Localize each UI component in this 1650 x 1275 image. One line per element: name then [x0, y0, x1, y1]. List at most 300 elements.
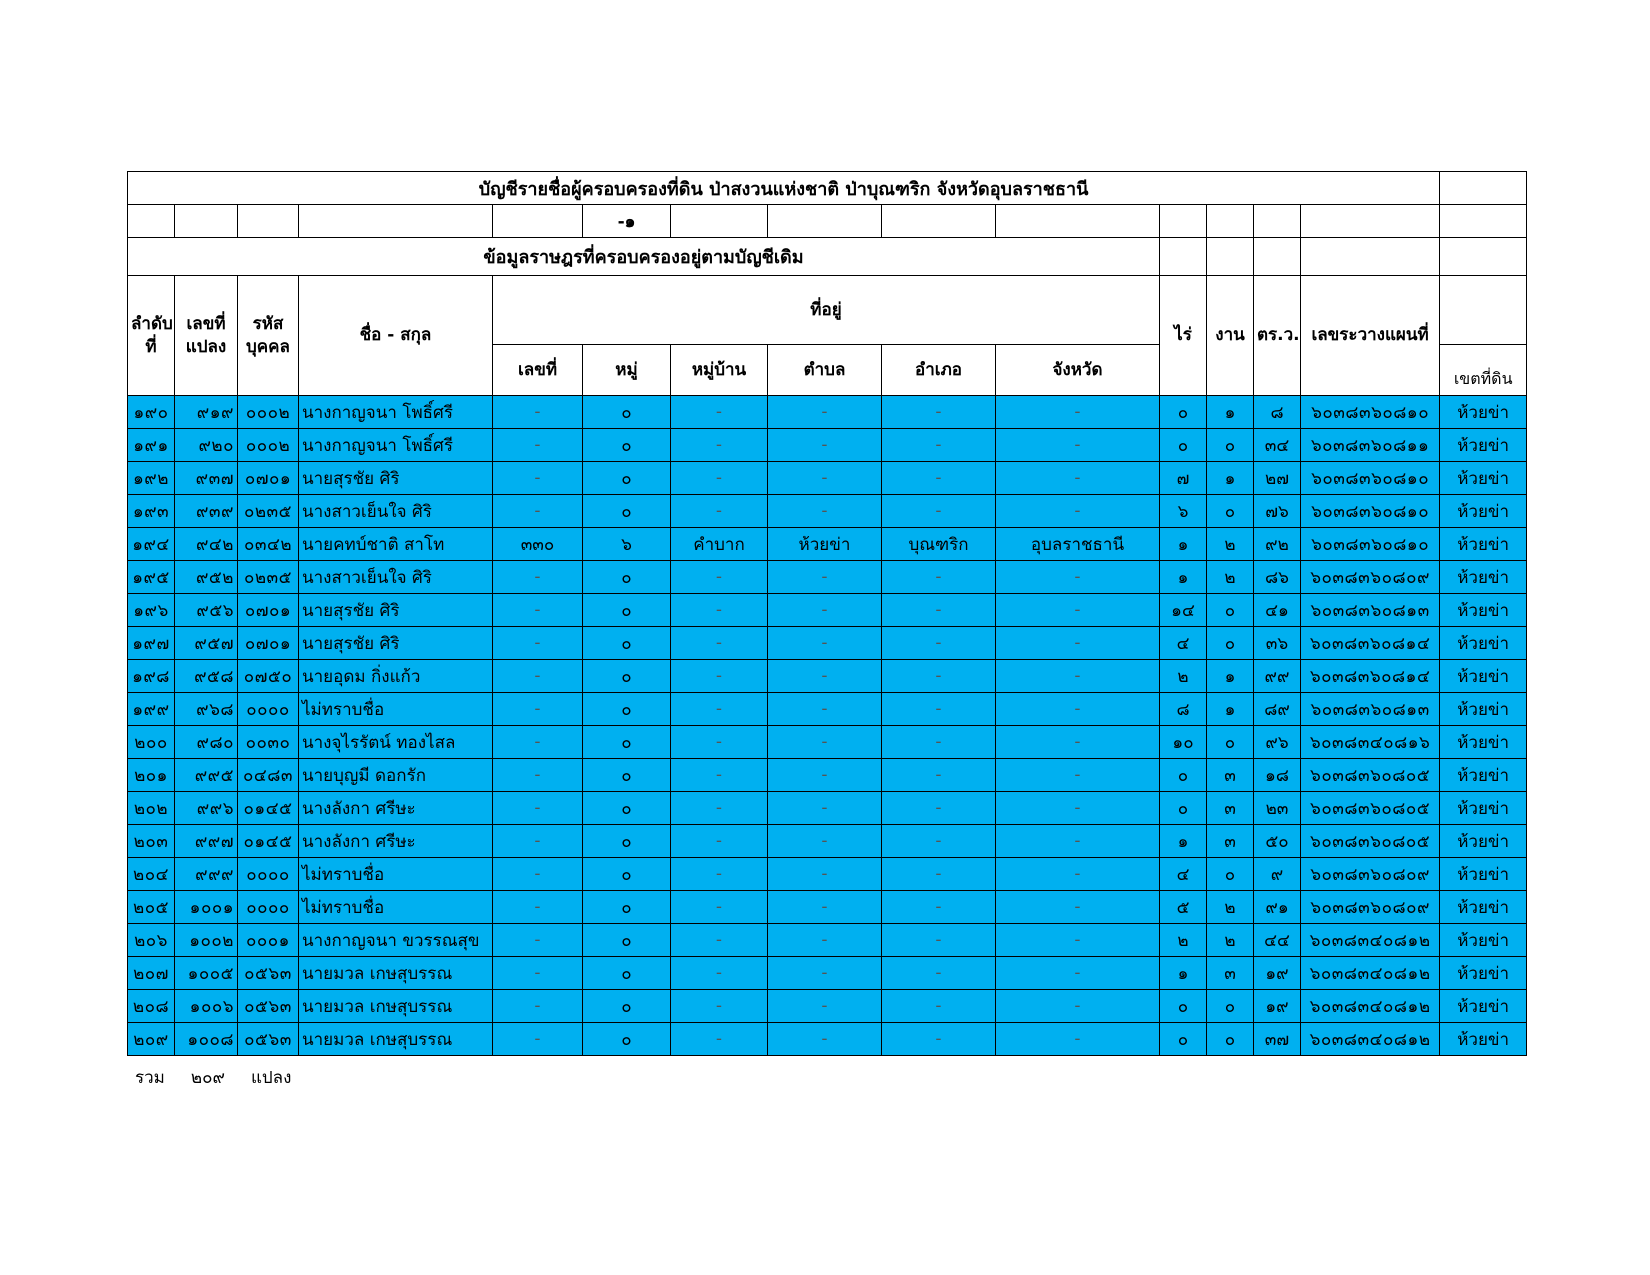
- cell-house-no: -: [493, 396, 583, 429]
- cell-plot-no: ๙๘๐: [175, 726, 238, 759]
- cell-moo: ๐: [583, 627, 671, 660]
- table-row: [128, 990, 1527, 1023]
- cell-zone: ห้วยข่า: [1440, 528, 1527, 561]
- cell-house-no: -: [493, 990, 583, 1023]
- cell-zone: ห้วยข่า: [1440, 396, 1527, 429]
- blank-cell: [1160, 238, 1207, 276]
- cell-tambon: -: [768, 561, 882, 594]
- cell-map-sheet: ๖๐๓๘๓๖๐๘๐๙: [1301, 561, 1440, 594]
- cell-amphoe: -: [882, 891, 996, 924]
- cell-amphoe: -: [882, 726, 996, 759]
- cell-ngan: ๓: [1207, 759, 1254, 792]
- cell-province: -: [996, 594, 1160, 627]
- cell-plot-no: ๙๙๖: [175, 792, 238, 825]
- cell-province: -: [996, 759, 1160, 792]
- cell-ngan: ๐: [1207, 990, 1254, 1023]
- cell-person-id: ๐๔๘๓: [238, 759, 299, 792]
- cell-zone: ห้วยข่า: [1440, 660, 1527, 693]
- cell-ngan: ๐: [1207, 594, 1254, 627]
- cell-amphoe: -: [882, 990, 996, 1023]
- cell-person-id: ๐๐๐๑: [238, 924, 299, 957]
- cell-name: นางลังกา ศรีษะ: [299, 825, 493, 858]
- cell-zone: ห้วยข่า: [1440, 990, 1527, 1023]
- header-row-1: [128, 276, 1527, 345]
- cell-seq: ๒๐๔: [128, 858, 175, 891]
- cell-province: -: [996, 1023, 1160, 1056]
- cell-person-id: ๐๗๐๑: [238, 594, 299, 627]
- cell-zone: ห้วยข่า: [1440, 429, 1527, 462]
- cell-sq-wa: ๙๙: [1254, 660, 1301, 693]
- cell-rai: ๐: [1160, 1023, 1207, 1056]
- title-row: [128, 172, 1527, 205]
- cell-sq-wa: ๑๙: [1254, 957, 1301, 990]
- page-mark: -๑: [583, 205, 671, 238]
- cell-seq: ๑๙๖: [128, 594, 175, 627]
- table-row: [128, 495, 1527, 528]
- cell-sq-wa: ๘๖: [1254, 561, 1301, 594]
- table-row: [128, 594, 1527, 627]
- document-subtitle: ข้อมูลราษฎรที่ครอบครองอยู่ตามบัญชีเดิม: [128, 238, 1160, 276]
- blank-row: [128, 205, 1527, 238]
- cell-person-id: ๐๕๖๓: [238, 957, 299, 990]
- cell-province: -: [996, 396, 1160, 429]
- cell-zone: ห้วยข่า: [1440, 924, 1527, 957]
- cell-name: ไม่ทราบชื่อ: [299, 891, 493, 924]
- blank-cell: [175, 205, 238, 238]
- cell-sq-wa: ๓๔: [1254, 429, 1301, 462]
- cell-moo: ๐: [583, 957, 671, 990]
- cell-zone: ห้วยข่า: [1440, 693, 1527, 726]
- cell-amphoe: -: [882, 957, 996, 990]
- cell-map-sheet: ๖๐๓๘๓๖๐๘๐๕: [1301, 759, 1440, 792]
- cell-seq: ๒๐๙: [128, 1023, 175, 1056]
- cell-plot-no: ๑๐๐๑: [175, 891, 238, 924]
- cell-ngan: ๐: [1207, 858, 1254, 891]
- cell-name: นายอุดม กิ่งแก้ว: [299, 660, 493, 693]
- cell-village: -: [671, 792, 768, 825]
- cell-ngan: ๐: [1207, 429, 1254, 462]
- cell-house-no: -: [493, 726, 583, 759]
- table-row: [128, 891, 1527, 924]
- cell-moo: ๐: [583, 792, 671, 825]
- cell-province: -: [996, 495, 1160, 528]
- cell-map-sheet: ๖๐๓๘๓๖๐๘๑๐: [1301, 396, 1440, 429]
- cell-map-sheet: ๖๐๓๘๓๖๐๘๐๙: [1301, 858, 1440, 891]
- blank-cell: [1207, 238, 1254, 276]
- blank-cell: [1301, 205, 1440, 238]
- footer-label: รวม: [135, 1068, 165, 1088]
- cell-name: ไม่ทราบชื่อ: [299, 858, 493, 891]
- cell-zone: ห้วยข่า: [1440, 495, 1527, 528]
- cell-name: นางกาญจนา โพธิ์ศรี: [299, 429, 493, 462]
- cell-amphoe: -: [882, 924, 996, 957]
- cell-map-sheet: ๖๐๓๘๓๖๐๘๐๕: [1301, 792, 1440, 825]
- cell-village: -: [671, 495, 768, 528]
- blank-cell: [1160, 205, 1207, 238]
- cell-person-id: ๐๑๔๕: [238, 792, 299, 825]
- cell-map-sheet: ๖๐๓๘๓๔๐๘๑๒: [1301, 1023, 1440, 1056]
- cell-seq: ๒๐๒: [128, 792, 175, 825]
- cell-tambon: -: [768, 759, 882, 792]
- cell-village: คำบาก: [671, 528, 768, 561]
- cell-amphoe: -: [882, 462, 996, 495]
- blank-cell: [1254, 205, 1301, 238]
- cell-village: -: [671, 660, 768, 693]
- cell-province: -: [996, 825, 1160, 858]
- cell-moo: ๐: [583, 891, 671, 924]
- header-ngan: งาน: [1207, 276, 1254, 396]
- cell-village: -: [671, 957, 768, 990]
- blank-cell: [128, 205, 175, 238]
- cell-map-sheet: ๖๐๓๘๓๖๐๘๑๓: [1301, 693, 1440, 726]
- cell-plot-no: ๙๕๖: [175, 594, 238, 627]
- header-amphoe: อำเภอ: [882, 345, 996, 396]
- cell-zone: ห้วยข่า: [1440, 891, 1527, 924]
- cell-plot-no: ๙๓๙: [175, 495, 238, 528]
- cell-map-sheet: ๖๐๓๘๓๖๐๘๑๔: [1301, 660, 1440, 693]
- cell-moo: ๖: [583, 528, 671, 561]
- cell-seq: ๑๙๓: [128, 495, 175, 528]
- cell-rai: ๖: [1160, 495, 1207, 528]
- header-tambon: ตำบล: [768, 345, 882, 396]
- cell-village: -: [671, 759, 768, 792]
- cell-rai: ๑๐: [1160, 726, 1207, 759]
- cell-village: -: [671, 858, 768, 891]
- header-sq-wa: ตร.ว.: [1254, 276, 1301, 396]
- cell-amphoe: -: [882, 396, 996, 429]
- cell-seq: ๑๙๗: [128, 627, 175, 660]
- header-map-sheet: เลขระวางแผนที่: [1301, 276, 1440, 396]
- cell-tambon: -: [768, 825, 882, 858]
- blank-cell: [671, 205, 768, 238]
- cell-map-sheet: ๖๐๓๘๓๔๐๘๑๒: [1301, 924, 1440, 957]
- cell-ngan: ๐: [1207, 1023, 1254, 1056]
- cell-person-id: ๐๓๔๒: [238, 528, 299, 561]
- table-row: [128, 429, 1527, 462]
- cell-rai: ๒: [1160, 660, 1207, 693]
- cell-tambon: -: [768, 891, 882, 924]
- cell-name: นางลังกา ศรีษะ: [299, 792, 493, 825]
- cell-sq-wa: ๒๓: [1254, 792, 1301, 825]
- cell-ngan: ๓: [1207, 792, 1254, 825]
- blank-cell: [299, 205, 493, 238]
- blank-cell: [1254, 238, 1301, 276]
- cell-house-no: -: [493, 660, 583, 693]
- cell-amphoe: -: [882, 759, 996, 792]
- cell-ngan: ๐: [1207, 726, 1254, 759]
- cell-village: -: [671, 990, 768, 1023]
- cell-plot-no: ๑๐๐๖: [175, 990, 238, 1023]
- cell-map-sheet: ๖๐๓๘๓๖๐๘๐๕: [1301, 825, 1440, 858]
- blank-cell: [882, 205, 996, 238]
- cell-rai: ๘: [1160, 693, 1207, 726]
- cell-tambon: -: [768, 627, 882, 660]
- cell-plot-no: ๙๒๐: [175, 429, 238, 462]
- table-row: [128, 726, 1527, 759]
- cell-person-id: ๐๑๔๕: [238, 825, 299, 858]
- cell-amphoe: -: [882, 858, 996, 891]
- cell-person-id: ๐๐๐๐: [238, 858, 299, 891]
- cell-person-id: ๐๗๐๑: [238, 627, 299, 660]
- cell-seq: ๑๙๑: [128, 429, 175, 462]
- cell-name: ไม่ทราบชื่อ: [299, 693, 493, 726]
- cell-name: นายบุญมี ดอกรัก: [299, 759, 493, 792]
- header-plot-no: เลขที่แปลง: [175, 276, 238, 396]
- cell-house-no: -: [493, 627, 583, 660]
- cell-rai: ๔: [1160, 858, 1207, 891]
- cell-map-sheet: ๖๐๓๘๓๔๐๘๑๖: [1301, 726, 1440, 759]
- cell-moo: ๐: [583, 825, 671, 858]
- cell-rai: ๐: [1160, 429, 1207, 462]
- cell-tambon: -: [768, 1023, 882, 1056]
- cell-moo: ๐: [583, 759, 671, 792]
- cell-person-id: ๐๒๓๕: [238, 561, 299, 594]
- cell-map-sheet: ๖๐๓๘๓๔๐๘๑๒: [1301, 957, 1440, 990]
- cell-seq: ๒๐๑: [128, 759, 175, 792]
- cell-village: -: [671, 594, 768, 627]
- cell-name: นายสุรชัย ศิริ: [299, 462, 493, 495]
- cell-amphoe: -: [882, 495, 996, 528]
- cell-zone: ห้วยข่า: [1440, 1023, 1527, 1056]
- footer-summary: [135, 1064, 291, 1091]
- cell-tambon: -: [768, 594, 882, 627]
- cell-ngan: ๒: [1207, 924, 1254, 957]
- cell-sq-wa: ๔๔: [1254, 924, 1301, 957]
- cell-moo: ๐: [583, 1023, 671, 1056]
- cell-sq-wa: ๙๒: [1254, 528, 1301, 561]
- cell-sq-wa: ๙๑: [1254, 891, 1301, 924]
- cell-ngan: ๑: [1207, 462, 1254, 495]
- table-row: [128, 792, 1527, 825]
- cell-zone: ห้วยข่า: [1440, 792, 1527, 825]
- blank-cell: [996, 205, 1160, 238]
- cell-rai: ๒: [1160, 924, 1207, 957]
- table-row: [128, 1023, 1527, 1056]
- cell-village: -: [671, 462, 768, 495]
- cell-tambon: -: [768, 495, 882, 528]
- cell-seq: ๑๙๔: [128, 528, 175, 561]
- cell-ngan: ๓: [1207, 957, 1254, 990]
- cell-zone: ห้วยข่า: [1440, 858, 1527, 891]
- cell-tambon: -: [768, 924, 882, 957]
- cell-tambon: -: [768, 726, 882, 759]
- table-row: [128, 528, 1527, 561]
- cell-sq-wa: ๘๙: [1254, 693, 1301, 726]
- cell-name: นางจุไรรัตน์ ทองไสล: [299, 726, 493, 759]
- cell-plot-no: ๙๕๒: [175, 561, 238, 594]
- cell-house-no: -: [493, 957, 583, 990]
- cell-province: -: [996, 891, 1160, 924]
- land-occupant-table: [127, 171, 1527, 1056]
- cell-house-no: -: [493, 759, 583, 792]
- cell-name: นายสุรชัย ศิริ: [299, 627, 493, 660]
- cell-person-id: ๐๒๓๕: [238, 495, 299, 528]
- cell-house-no: -: [493, 1023, 583, 1056]
- cell-house-no: -: [493, 429, 583, 462]
- cell-sq-wa: ๕๐: [1254, 825, 1301, 858]
- cell-sq-wa: ๙: [1254, 858, 1301, 891]
- cell-person-id: ๐๕๖๓: [238, 990, 299, 1023]
- cell-plot-no: ๙๕๗: [175, 627, 238, 660]
- cell-plot-no: ๙๔๒: [175, 528, 238, 561]
- header-person-id: รหัสบุคคล: [238, 276, 299, 396]
- footer-count: ๒๐๙: [190, 1068, 225, 1088]
- cell-tambon: -: [768, 429, 882, 462]
- cell-rai: ๐: [1160, 396, 1207, 429]
- cell-name: นางกาญจนา ขวรรณสุข: [299, 924, 493, 957]
- cell-house-no: -: [493, 825, 583, 858]
- table-row: [128, 627, 1527, 660]
- cell-name: นางกาญจนา โพธิ์ศรี: [299, 396, 493, 429]
- cell-ngan: ๑: [1207, 693, 1254, 726]
- blank-cell: [493, 205, 583, 238]
- cell-province: -: [996, 462, 1160, 495]
- footer-unit: แปลง: [250, 1068, 292, 1088]
- cell-moo: ๐: [583, 990, 671, 1023]
- cell-sq-wa: ๒๗: [1254, 462, 1301, 495]
- cell-house-no: -: [493, 924, 583, 957]
- cell-sq-wa: ๘: [1254, 396, 1301, 429]
- cell-ngan: ๐: [1207, 495, 1254, 528]
- cell-rai: ๐: [1160, 990, 1207, 1023]
- cell-rai: ๑: [1160, 825, 1207, 858]
- cell-village: -: [671, 396, 768, 429]
- cell-village: -: [671, 627, 768, 660]
- cell-province: -: [996, 429, 1160, 462]
- cell-province: -: [996, 924, 1160, 957]
- cell-house-no: -: [493, 462, 583, 495]
- table-row: [128, 396, 1527, 429]
- cell-seq: ๑๙๙: [128, 693, 175, 726]
- cell-province: -: [996, 561, 1160, 594]
- cell-plot-no: ๙๙๕: [175, 759, 238, 792]
- table-row: [128, 858, 1527, 891]
- header-rai: ไร่: [1160, 276, 1207, 396]
- cell-village: -: [671, 429, 768, 462]
- header-province: จังหวัด: [996, 345, 1160, 396]
- cell-plot-no: ๙๙๗: [175, 825, 238, 858]
- cell-rai: ๔: [1160, 627, 1207, 660]
- cell-person-id: ๐๕๖๓: [238, 1023, 299, 1056]
- cell-person-id: ๐๗๐๑: [238, 462, 299, 495]
- cell-name: นายมวล เกษสุบรรณ: [299, 957, 493, 990]
- cell-rai: ๕: [1160, 891, 1207, 924]
- blank-cell: [1440, 172, 1527, 205]
- cell-province: -: [996, 990, 1160, 1023]
- cell-amphoe: -: [882, 429, 996, 462]
- cell-plot-no: ๑๐๐๘: [175, 1023, 238, 1056]
- cell-village: -: [671, 924, 768, 957]
- cell-name: นางสาวเย็นใจ ศิริ: [299, 495, 493, 528]
- cell-village: -: [671, 726, 768, 759]
- cell-ngan: ๑: [1207, 396, 1254, 429]
- cell-tambon: -: [768, 792, 882, 825]
- header-address: ที่อยู่: [493, 276, 1160, 345]
- cell-house-no: -: [493, 858, 583, 891]
- cell-house-no: -: [493, 693, 583, 726]
- cell-person-id: ๐๐๐๒: [238, 396, 299, 429]
- cell-zone: ห้วยข่า: [1440, 561, 1527, 594]
- cell-province: -: [996, 792, 1160, 825]
- table-row: [128, 693, 1527, 726]
- cell-sq-wa: ๙๖: [1254, 726, 1301, 759]
- cell-province: -: [996, 726, 1160, 759]
- cell-plot-no: ๑๐๐๕: [175, 957, 238, 990]
- cell-house-no: -: [493, 891, 583, 924]
- cell-amphoe: -: [882, 825, 996, 858]
- cell-sq-wa: ๗๖: [1254, 495, 1301, 528]
- cell-plot-no: ๙๑๙: [175, 396, 238, 429]
- cell-plot-no: ๙๓๗: [175, 462, 238, 495]
- cell-moo: ๐: [583, 429, 671, 462]
- cell-amphoe: -: [882, 693, 996, 726]
- cell-moo: ๐: [583, 858, 671, 891]
- cell-tambon: -: [768, 990, 882, 1023]
- cell-moo: ๐: [583, 561, 671, 594]
- cell-moo: ๐: [583, 396, 671, 429]
- cell-seq: ๒๐๐: [128, 726, 175, 759]
- cell-amphoe: -: [882, 1023, 996, 1056]
- cell-map-sheet: ๖๐๓๘๓๖๐๘๑๓: [1301, 594, 1440, 627]
- cell-amphoe: -: [882, 594, 996, 627]
- blank-cell: [1207, 205, 1254, 238]
- cell-name: นายมวล เกษสุบรรณ: [299, 990, 493, 1023]
- cell-name: นางสาวเย็นใจ ศิริ: [299, 561, 493, 594]
- cell-name: นายคทบ์ชาติ สาโท: [299, 528, 493, 561]
- cell-seq: ๑๙๘: [128, 660, 175, 693]
- cell-tambon: ห้วยข่า: [768, 528, 882, 561]
- cell-moo: ๐: [583, 693, 671, 726]
- cell-ngan: ๒: [1207, 561, 1254, 594]
- cell-map-sheet: ๖๐๓๘๓๖๐๘๑๔: [1301, 627, 1440, 660]
- blank-cell: [238, 205, 299, 238]
- cell-ngan: ๓: [1207, 825, 1254, 858]
- cell-seq: ๒๐๕: [128, 891, 175, 924]
- cell-person-id: ๐๐๐๐: [238, 891, 299, 924]
- cell-zone: ห้วยข่า: [1440, 594, 1527, 627]
- cell-moo: ๐: [583, 594, 671, 627]
- table-row: [128, 957, 1527, 990]
- cell-sq-wa: ๑๙: [1254, 990, 1301, 1023]
- blank-cell: [1301, 238, 1440, 276]
- cell-person-id: ๐๐๐๒: [238, 429, 299, 462]
- cell-tambon: -: [768, 660, 882, 693]
- cell-village: -: [671, 693, 768, 726]
- document-title: บัญชีรายชื่อผู้ครอบครองที่ดิน ป่าสงวนแห่งชาติ ป่าบุณฑริก จังหวัดอุบลราชธานี: [128, 172, 1440, 205]
- cell-plot-no: ๙๖๘: [175, 693, 238, 726]
- cell-person-id: ๐๐๓๐: [238, 726, 299, 759]
- cell-rai: ๐: [1160, 792, 1207, 825]
- cell-amphoe: -: [882, 561, 996, 594]
- table-row: [128, 561, 1527, 594]
- cell-village: -: [671, 891, 768, 924]
- cell-moo: ๐: [583, 495, 671, 528]
- table-row: [128, 462, 1527, 495]
- cell-rai: ๑๔: [1160, 594, 1207, 627]
- cell-seq: ๑๙๐: [128, 396, 175, 429]
- table-row: [128, 759, 1527, 792]
- cell-province: อุบลราชธานี: [996, 528, 1160, 561]
- subtitle-row: [128, 238, 1527, 276]
- cell-sq-wa: ๑๘: [1254, 759, 1301, 792]
- cell-province: -: [996, 693, 1160, 726]
- cell-zone: ห้วยข่า: [1440, 825, 1527, 858]
- cell-province: -: [996, 858, 1160, 891]
- cell-rai: ๑: [1160, 528, 1207, 561]
- cell-map-sheet: ๖๐๓๘๓๖๐๘๑๑: [1301, 429, 1440, 462]
- table-row: [128, 924, 1527, 957]
- cell-moo: ๐: [583, 726, 671, 759]
